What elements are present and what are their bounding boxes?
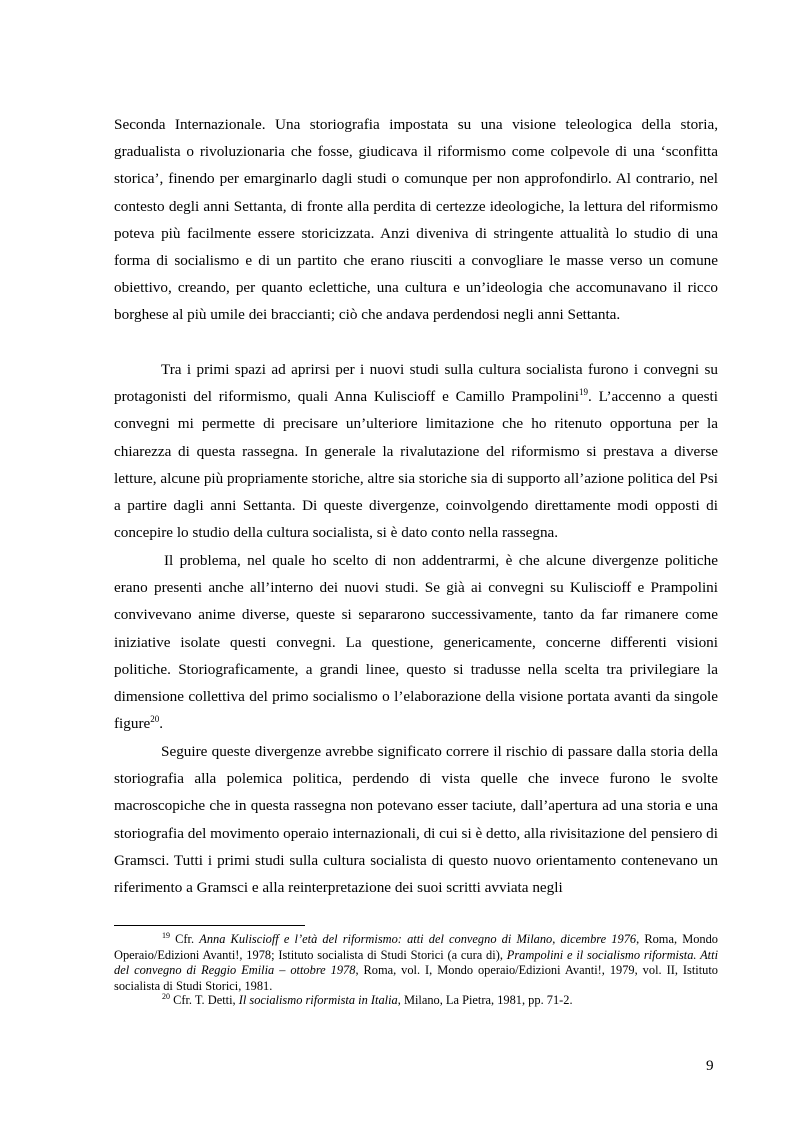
footnote-19-title-1: Anna Kuliscioff e l’età del riformismo: atti del convegno di Milano, dicembre 1976	[199, 932, 637, 946]
footnote-separator	[114, 925, 305, 926]
body-paragraph-3	[114, 547, 718, 737]
footnote-20-text-2: , Milano, La Pietra, 1981, pp. 71-2.	[397, 993, 573, 1007]
page-number: 9	[706, 1057, 714, 1074]
footnote-19-text-3: , Roma, vol. I, Mondo operaio/Edizioni Avanti!, 1979, vol. II, Istituto socialista di Studi Storici, 1981.	[114, 963, 718, 993]
paragraph-2-text-b: . L’accenno a questi convegni mi permette di precisare un’ulteriore limitazione che ho ritenuto opportuna per la chiarezza di questa rassegna. In generale la rivalutazione del riformismo si prestava a diverse letture, alcune più propriamente storiche, altre sia storiche sia di supporto all’azione politica del Psi a partire dagli anni Settanta. Di queste divergenze, coinvolgendo direttamente modi opposti di concepire lo studio della cultura socialista, si è dato conto nella rassegna.	[114, 388, 718, 542]
footnote-19-text-2: , Roma, Mondo Operaio/Edizioni Avanti!, 1978; Istituto socialista di Studi Storici (a cura di),	[114, 932, 718, 962]
paragraph-3-text-a: Il problema, nel quale ho scelto di non addentrarmi, è che alcune divergenze politiche erano presenti anche all’interno dei nuovi studi. Se già ai convegni su Kuliscioff e Prampolini convivevano anime diverse, queste si separarono successivamente, tanto da far rimanere come iniziative isolate questi convegni. La questione, genericamente, concerne differenti visioni politiche. Storiograficamente, a grandi linee, questo si tradusse nella scelta tra privilegiare la dimensione collettiva del primo socialismo o l’elaborazione della visione portata avanti da singole figure	[114, 552, 718, 733]
footnote-ref-20[interactable]: 20	[150, 714, 160, 725]
footnote-20	[114, 993, 718, 1009]
footnote-19-number: 19	[162, 931, 170, 940]
footnote-20-title: Il socialismo riformista in Italia	[238, 993, 398, 1007]
footnote-20-number: 20	[162, 992, 170, 1001]
footnote-19-title-2: Prampolini e il socialismo riformista. Atti del convegno di Reggio Emilia – ottobre 1978	[114, 947, 719, 977]
footnote-ref-19[interactable]: 19	[578, 387, 588, 398]
footnote-20-text-1: Cfr. T. Detti,	[170, 993, 239, 1007]
paragraph-3-text-b: .	[159, 715, 164, 733]
footnote-19-text-1: Cfr.	[170, 932, 200, 946]
body-paragraph-4: Seguire queste divergenze avrebbe significato correre il rischio di passare dalla storia della storiografia alla polemica politica, perdendo di vista quelle che invece furono le svolte macroscopiche che in questa rassegna non potevano esser taciute, dall’apertura ad una storia e una storiografia del movimento operaio internazionali, di cui si è detto, alla rivisitazione del pensiero di Gramsci. Tutti i primi studi sulla cultura socialista di questo nuovo orientamento contenevano un riferimento a Gramsci e alla reinterpretazione dei suoi scritti avviata negli	[114, 743, 718, 897]
paragraph-2-text-a: Tra i primi spazi ad aprirsi per i nuovi studi sulla cultura socialista furono i convegni su protagonisti del riformismo, quali Anna Kuliscioff e Camillo Prampolini	[114, 361, 718, 406]
body-paragraph-1: Seconda Internazionale. Una storiografia impostata su una visione teleologica della storia, gradualista o rivoluzionaria che fosse, giudicava il riformismo come colpevole di una ‘sconfitta storica’, finendo per emarginarlo dagli studi o comunque per non approfondirlo. Al contrario, nel contesto degli anni Settanta, di fronte alla perdita di certezze ideologiche, la lettura del riformismo poteva più facilmente essere storicizzata. Anzi diveniva di stringente attualità lo studio di una forma di socialismo e di un partito che erano riusciti a convogliare le masse verso un comune obiettivo, creando, per quanto eclettiche, una cultura e un’ideologia che accomunavano il ricco borghese al più umile dei braccianti; ciò che andava perdendosi negli anni Settanta.	[114, 116, 718, 324]
footnote-19	[114, 932, 718, 994]
body-paragraph-2	[114, 356, 718, 546]
